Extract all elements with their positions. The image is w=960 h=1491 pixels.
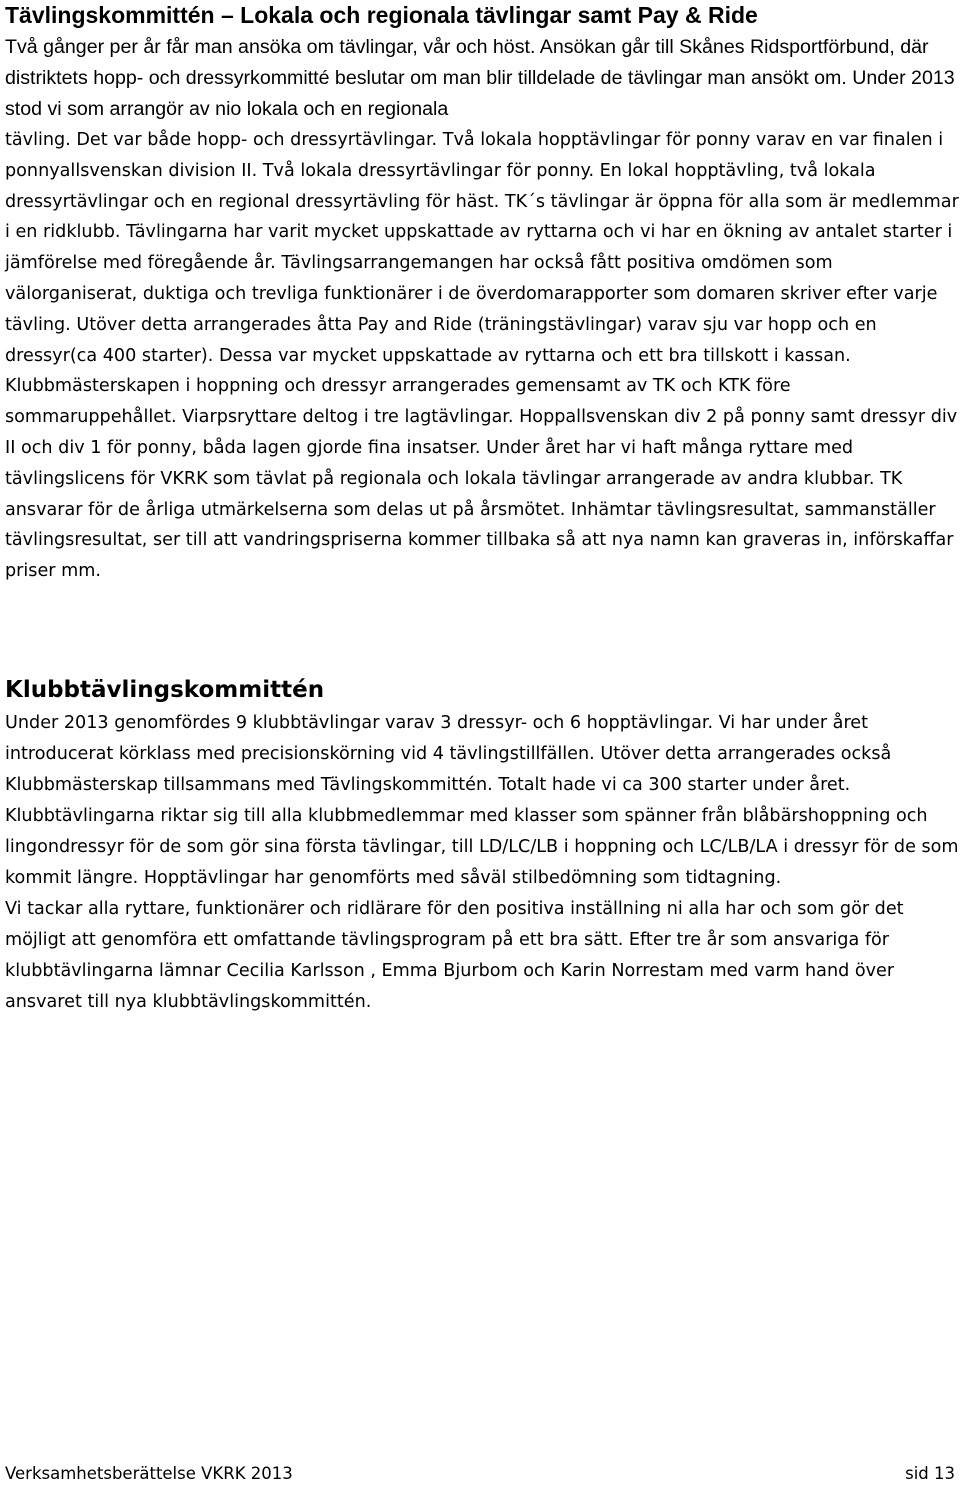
club-competition-body: [5, 708, 960, 1018]
competition-body-paragraph: tävling. Det var både hopp- och dressyrtävlingar. Två lokala hopptävlingar för ponny varav en var finalen i ponnyallsvenskan division II. Två lokala dressyrtävlingar för ponny. En lokal hopptävling, två lokala dressyrtävlingar och en regional dressyrtävling för häst. TK´s tävlingar är öppna för alla som är medlemmar i en ridklubb. Tävlingarna har varit mycket uppskattade av ryttarna och vi har en ökning av antalet starter i jämförelse med föregående år. Tävlingsarrangemangen har också fått positiva omdömen som välorganiserat, duktiga och trevliga funktionärer i de överdomarapporter som domaren skriver efter varje tävling. Utöver detta arrangerades åtta Pay and Ride (träningstävlingar) varav sju var hopp och en dressyr(ca 400 starter). Dessa var mycket uppskattade av ryttarna och ett bra tillskott i kassan. Klubbmästerskapen i hoppning och dressyr arrangerades gemensamt av TK och KTK före sommaruppehållet. Viarpsryttare deltog i tre lagtävlingar. Hoppallsvenskan div 2 på ponny samt dressyr div II och div 1 för ponny, båda lagen gjorde fina insatser. Under året har vi haft många ryttare med tävlingslicens för VKRK som tävlat på regionala och lokala tävlingar arrangerade av andra klubbar. TK ansvarar för de årliga utmärkelserna som delas ut på årsmötet. Inhämtar tävlingsresultat, sammanställer tävlingsresultat, ser till att vandringspriserna kommer tillbaka så att nya namn kan graveras in, införskaffar priser mm.: [5, 130, 959, 582]
footer-document-title: Verksamhetsberättelse VKRK 2013: [5, 1464, 293, 1483]
club-paragraph-2: Vi tackar alla ryttare, funktionärer och ridlärare för den positiva inställning ni alla har och som gör det möjligt att genomföra ett omfattande tävlingsprogram på ett bra sätt. Efter tre år som ansvariga för klubbtävlingarna lämnar Cecilia Karlsson , Emma Bjurbom och Karin Norrestam med varm hand över ansvaret till nya klubbtävlingskommittén.: [5, 899, 904, 1012]
club-paragraph-1: Under 2013 genomfördes 9 klubbtävlingar varav 3 dressyr- och 6 hopptävlingar. Vi har under året introducerat körklass med precisionskörning vid 4 tävlingstillfällen. Utöver detta arrangerades också Klubbmästerskap tillsammans med Tävlingskommittén. Totalt hade vi ca 300 starter under året. Klubbtävlingarna riktar sig till alla klubbmedlemmar med klasser som spänner från blåbärshoppning och lingondressyr för de som gör sina första tävlingar, till LD/LC/LB i hoppning och LC/LB/LA i dressyr för de som kommit längre. Hopptävlingar har genomförts med såväl stilbedömning som tidtagning.: [5, 713, 959, 888]
footer-page-number: sid 13: [905, 1464, 955, 1483]
competition-committee-heading: Tävlingskommittén – Lokala och regionala tävlingar samt Pay & Ride: [5, 2, 758, 28]
competition-intro-paragraph: Två gånger per år får man ansöka om tävlingar, vår och höst. Ansökan går till Skånes Ridsportförbund, där distriktets hopp- och dressyrkommitté beslutar om man blir tilldelade de tävlingar man ansökt om. Under 2013 stod vi som arrangör av nio lokala och en regionala: [5, 36, 955, 120]
club-competition-committee-heading: Klubbtävlingskommittén: [5, 677, 325, 703]
